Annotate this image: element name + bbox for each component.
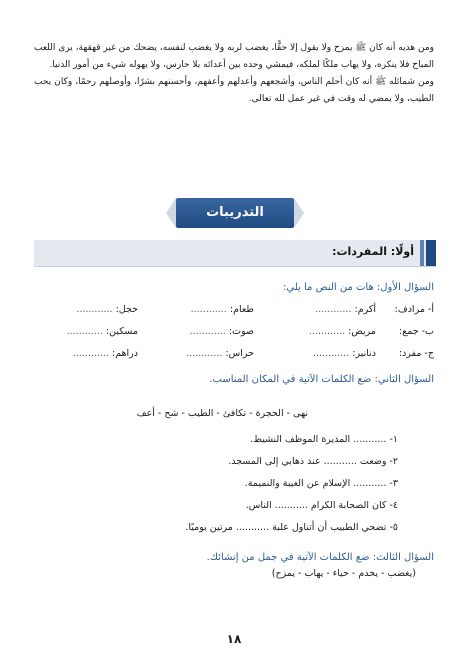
q1-item: مريض: ............ <box>308 326 376 337</box>
q2-item: ٥- تضحي الطبيب أن أتناول علبة ........... مرتين يوميًا. <box>185 522 398 533</box>
intro-paragraph-2: ومن شمائله ﷺ أنه كان أحلم الناس، وأشجعهم وأعدلهم وأعفهم، وأحسنهم بشرًا، وأوصلهم رحمًا، وكان يحب الطيب، ولا يمضي له وقت في غير عمل لله تعالى. <box>34 77 434 104</box>
q1-row-singular <box>34 348 434 364</box>
q3-words: (يغضب - يخدم - حياء - يهاب - يمزح) <box>271 568 416 579</box>
page-number: ١٨ <box>226 632 242 646</box>
question-1-title: السؤال الأول: هات من النص ما يلي: <box>283 282 434 293</box>
q1-item: صوت: ............ <box>189 326 254 337</box>
q2-item: ١- ........... المديرة الموظف النشيط. <box>250 434 398 445</box>
q2-item: ٢- وضعت ........... عند ذهابي إلى المسجد. <box>228 456 398 467</box>
question-3-title: السؤال الثالث: ضع الكلمات الآتية في جمل من إنشائك. <box>206 552 434 563</box>
exercises-banner-wrap <box>0 198 468 230</box>
q1-item: مسكين: ............ <box>66 326 138 337</box>
q1-item: حراس: ............ <box>186 348 254 359</box>
q1-item: طعام: ............ <box>190 304 254 315</box>
exercises-title: التدريبات <box>206 205 264 220</box>
banner-fold-right <box>294 198 304 228</box>
row-label: ب- جمع: <box>398 326 434 337</box>
banner-fold-left <box>166 198 176 228</box>
intro-text <box>34 40 434 108</box>
q1-row-plural <box>34 326 434 342</box>
q1-row-synonym <box>34 304 434 320</box>
section-marker <box>426 240 436 266</box>
q1-item: دراهم: ............ <box>72 348 138 359</box>
exercises-banner <box>176 198 294 228</box>
q2-item: ٤- كان الصحابة الكرام ........... الناس. <box>245 500 398 511</box>
section-title: أولًا: المفردات: <box>332 245 414 258</box>
section-header-vocabulary <box>34 240 436 267</box>
row-label: ج- مفرد: <box>398 348 434 359</box>
q2-item: ٣- ........... الإسلام عن الغيبة والنميمة. <box>244 478 398 489</box>
q1-item: خجل: ............ <box>76 304 138 315</box>
q1-item: أكرم: ............ <box>315 304 376 315</box>
question-2-title: السؤال الثاني: ضع الكلمات الآتية في المكان المناسب. <box>209 374 434 385</box>
row-label: أ- مرادف: <box>394 304 434 315</box>
q1-item: دنانير: ............ <box>312 348 376 359</box>
intro-paragraph-1: ومن هديه أنه كان ﷺ يمزح ولا يقول إلا حقًّا، يغضب لربه ولا يغضب لنفسه، يضحك من غير قهقهة، يرى اللعب المباح فلا ينكره، ولا يهاب ملكًا لملكه، فيمشي وحده بين أعدائه بلا حارس، ولا يهوله شيء من أمور الدنيا. <box>34 43 434 70</box>
word-bank: نهى - الحجرة - تكافئ - الطيب - شح - أعف <box>136 408 308 419</box>
section-marker-light <box>420 240 424 266</box>
